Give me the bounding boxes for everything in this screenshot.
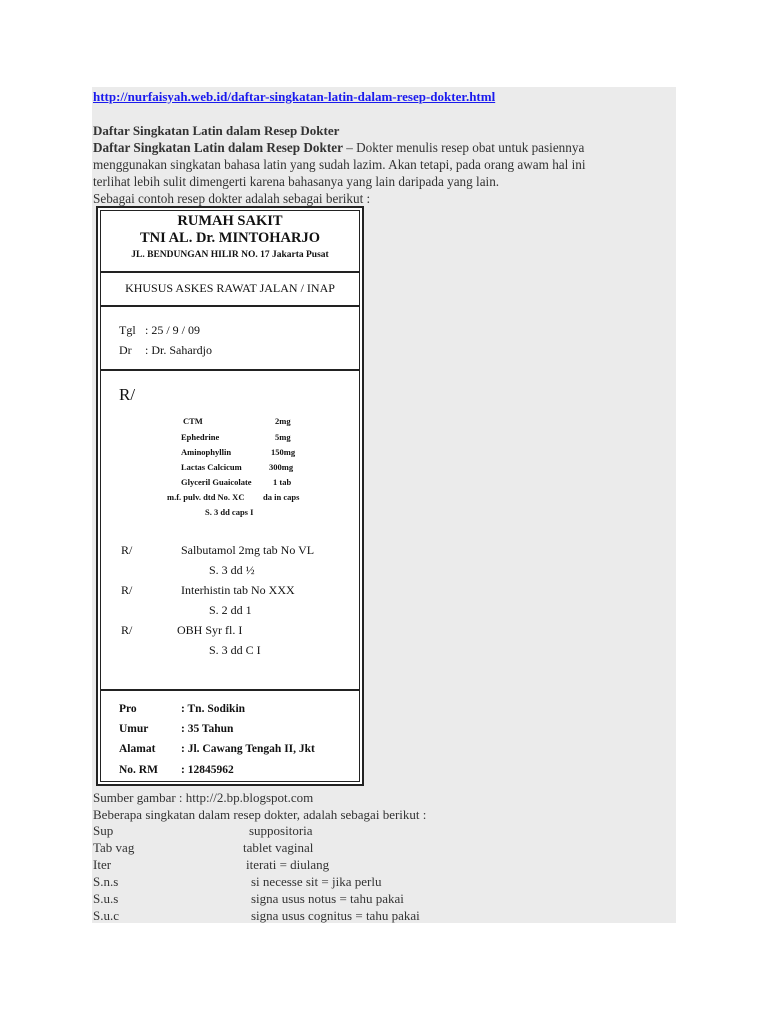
compound-dose: 300mg: [269, 462, 294, 472]
compound-name: CTM: [183, 416, 203, 426]
rx-item-drug: Salbutamol 2mg tab No VL: [181, 543, 315, 557]
patient-label: Alamat: [119, 743, 156, 755]
abbreviation-meaning: signa usus notus = tahu pakai: [251, 891, 404, 906]
compound-dose: 1 tab: [273, 477, 292, 487]
patient-label: Umur: [119, 723, 149, 735]
doctor-label: Dr: [119, 343, 132, 357]
prescription-body: [101, 371, 359, 691]
abbreviation-meaning: iterati = diulang: [246, 857, 330, 872]
compound-dose: 5mg: [275, 432, 291, 442]
rx-item-signa: S. 3 dd ½: [209, 563, 255, 577]
abbreviation-meaning: si necesse sit = jika perlu: [251, 874, 382, 889]
hospital-address: JL. BENDUNGAN HILIR NO. 17 Jakarta Pusat: [131, 250, 329, 260]
patient-value: : 12845962: [181, 764, 234, 776]
patient-value: : Jl. Cawang Tengah II, Jkt: [181, 743, 315, 755]
category-section: [101, 273, 359, 307]
compound-name: Lactas Calcicum: [181, 462, 242, 472]
abbreviation-term: S.u.s: [93, 891, 119, 906]
rx-item-drug: OBH Syr fl. I: [177, 623, 243, 637]
image-source-line: Sumber gambar : http://2.bp.blogspot.com: [93, 790, 314, 805]
article-heading: Daftar Singkatan Latin dalam Resep Dokter: [93, 123, 340, 138]
date-doctor-section: [101, 307, 359, 371]
compound-signa: S. 3 dd caps I: [205, 507, 254, 517]
rx-item-signa: S. 2 dd 1: [209, 603, 252, 617]
date-label: Tgl: [119, 323, 136, 337]
intro-line-1-text: – Dokter menulis resep obat untuk pasiennya: [342, 140, 585, 155]
patient-section: [101, 691, 359, 781]
intro-line-1: [93, 139, 675, 156]
abbreviations-intro: Beberapa singkatan dalam resep dokter, adalah sebagai berikut :: [93, 807, 427, 822]
rx-item-symbol: R/: [121, 583, 133, 597]
intro-line-4: Sebagai contoh resep dokter adalah sebagai berikut :: [93, 191, 371, 206]
hospital-subname: TNI AL. Dr. MINTOHARJO: [139, 230, 321, 246]
article-intro: [93, 139, 675, 207]
rx-item-symbol: R/: [121, 543, 133, 557]
intro-line-3: terlihat lebih sulit dimengerti karena bahasanya yang lain daripada yang lain.: [93, 174, 500, 189]
compound-name: Aminophyllin: [181, 447, 232, 457]
abbreviation-meaning: tablet vaginal: [243, 840, 314, 855]
category-label: KHUSUS ASKES RAWAT JALAN / INAP: [125, 281, 335, 295]
abbreviation-term: Tab vag: [93, 840, 135, 855]
abbreviation-term: Iter: [93, 857, 112, 872]
intro-bold-title: Daftar Singkatan Latin dalam Resep Dokter: [93, 140, 343, 155]
compound-instruction-caps: da in caps: [263, 492, 300, 502]
abbreviation-term: Sup: [93, 823, 114, 838]
patient-value: : 35 Tahun: [181, 723, 234, 735]
rx-item-symbol: R/: [121, 623, 133, 637]
hospital-name: RUMAH SAKIT: [177, 213, 283, 229]
date-value: : 25 / 9 / 09: [145, 323, 201, 337]
source-url-link[interactable]: http://nurfaisyah.web.id/daftar-singkatan-latin-dalam-resep-dokter.html: [93, 89, 496, 104]
hospital-header: [101, 211, 359, 273]
rx-symbol: R/: [119, 385, 136, 404]
rx-item-drug: Interhistin tab No XXX: [181, 583, 295, 597]
rx-item-signa: S. 3 dd C I: [209, 643, 261, 657]
article-content: [92, 87, 676, 923]
intro-line-2: menggunakan singkatan bahasa latin yang sudah lazim. Akan tetapi, pada orang awam hal ini: [93, 157, 586, 172]
abbreviation-meaning: signa usus cognitus = tahu pakai: [251, 908, 420, 923]
patient-value: : Tn. Sodikin: [181, 703, 246, 715]
doctor-value: : Dr. Sahardjo: [145, 343, 212, 357]
compound-dose: 150mg: [271, 447, 296, 457]
patient-label: Pro: [119, 703, 137, 715]
compound-dose: 2mg: [275, 416, 291, 426]
compound-name: Glyceril Guaicolate: [181, 477, 252, 487]
patient-label: No. RM: [119, 764, 158, 776]
abbreviation-term: S.n.s: [93, 874, 119, 889]
prescription-image: [96, 206, 364, 786]
abbreviation-term: S.u.c: [93, 908, 119, 923]
abbreviation-meaning: suppositoria: [249, 823, 313, 838]
compound-instruction: m.f. pulv. dtd No. XC: [167, 492, 245, 502]
compound-name: Ephedrine: [181, 432, 220, 442]
